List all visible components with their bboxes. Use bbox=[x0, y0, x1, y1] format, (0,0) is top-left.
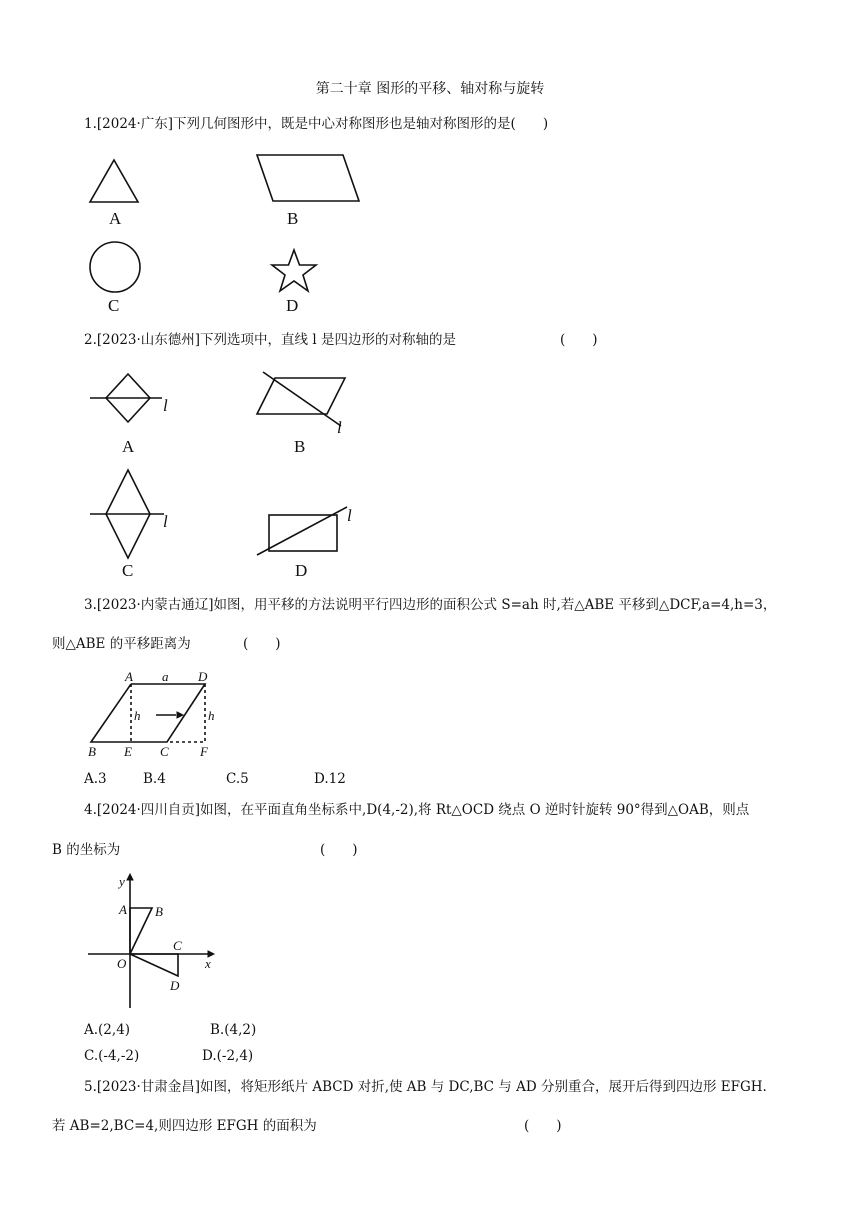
q2-figure-d bbox=[255, 505, 355, 561]
q3-option-a: A.3 bbox=[84, 771, 107, 787]
q4-point-d-label: D bbox=[170, 978, 180, 993]
q4-option-c: C.(-4,-2) bbox=[84, 1048, 140, 1064]
q2-d-line-label: l bbox=[347, 506, 352, 525]
question-4-answer-paren: ( ) bbox=[320, 842, 358, 858]
q4-y-axis-label: y bbox=[119, 874, 125, 889]
page-title: 第二十章 图形的平移、轴对称与旋转 bbox=[315, 81, 545, 97]
triangle-icon bbox=[88, 158, 140, 204]
star-icon bbox=[270, 248, 318, 294]
q3-height-label-right: h bbox=[208, 708, 215, 723]
q3-option-c: C.5 bbox=[226, 771, 249, 787]
question-3-answer-paren: ( ) bbox=[243, 636, 281, 652]
q3-point-b-label: B bbox=[88, 744, 96, 759]
q2-option-d-label: D bbox=[295, 561, 308, 580]
q2-option-a-label: A bbox=[122, 437, 135, 456]
q2-b-line-label: l bbox=[337, 418, 342, 437]
question-2-answer-paren: ( ) bbox=[560, 332, 598, 348]
q2-option-c-label: C bbox=[122, 561, 134, 580]
q3-point-f-label: F bbox=[200, 744, 208, 759]
question-3-text-line1: 3.[2023·内蒙古通辽]如图，用平移的方法说明平行四边形的面积公式 S=ah 时,若△ABE 平移到△DCF,a=4,h=3， bbox=[84, 597, 777, 613]
q4-x-axis-label: x bbox=[205, 956, 211, 971]
q4-option-a: A.(2,4) bbox=[84, 1022, 131, 1038]
question-5-text-line1: 5.[2023·甘肃金昌]如图，将矩形纸片 ABCD 对折,使 AB 与 DC,BC 与 AD 分别重合，展开后得到四边形 EFGH. bbox=[84, 1079, 767, 1095]
q4-option-d: D.(-2,4) bbox=[202, 1048, 254, 1064]
q2-a-line-label: l bbox=[163, 396, 168, 415]
q3-point-e-label: E bbox=[124, 744, 132, 759]
q3-point-c-label: C bbox=[160, 744, 169, 759]
q4-point-a-label: A bbox=[119, 902, 127, 917]
q4-point-c-label: C bbox=[173, 938, 182, 953]
q1-option-c-label: C bbox=[108, 296, 120, 315]
q2-option-b-label: B bbox=[294, 437, 306, 456]
question-1-text: 1.[2024·广东]下列几何图形中，既是中心对称图形也是轴对称图形的是( ) bbox=[84, 116, 549, 132]
q4-option-b: B.(4,2) bbox=[210, 1022, 257, 1038]
question-3-text-line2: 则△ABE 的平移距离为 bbox=[52, 636, 191, 652]
q3-option-d: D.12 bbox=[314, 771, 346, 787]
q3-parallelogram-figure bbox=[84, 668, 224, 760]
q4-origin-label: O bbox=[117, 956, 127, 971]
parallelogram-icon bbox=[255, 153, 361, 203]
q1-option-b-label: B bbox=[287, 209, 299, 228]
q3-side-a-label: a bbox=[162, 669, 169, 684]
q2-c-line-label: l bbox=[163, 512, 168, 531]
q3-height-label-left: h bbox=[134, 708, 141, 723]
question-4-text-line2: B 的坐标为 bbox=[52, 842, 121, 858]
q1-option-a-label: A bbox=[109, 209, 122, 228]
question-5-answer-paren: ( ) bbox=[524, 1118, 562, 1134]
q1-option-d-label: D bbox=[286, 296, 299, 315]
circle-icon bbox=[88, 240, 142, 294]
q3-point-a-label: A bbox=[125, 669, 133, 684]
q3-point-d-label: D bbox=[198, 669, 208, 684]
question-2-text: 2.[2023·山东德州]下列选项中，直线 l 是四边形的对称轴的是 bbox=[84, 332, 456, 348]
question-4-text-line1: 4.[2024·四川自贡]如图，在平面直角坐标系中,D(4,-2),将 Rt△OCD 绕点 O 逆时针旋转 90°得到△OAB，则点 bbox=[84, 802, 750, 818]
q4-point-b-label: B bbox=[155, 904, 163, 919]
q4-coordinate-figure bbox=[84, 872, 224, 1014]
q3-option-b: B.4 bbox=[143, 771, 166, 787]
question-5-text-line2: 若 AB=2,BC=4,则四边形 EFGH 的面积为 bbox=[52, 1118, 317, 1134]
